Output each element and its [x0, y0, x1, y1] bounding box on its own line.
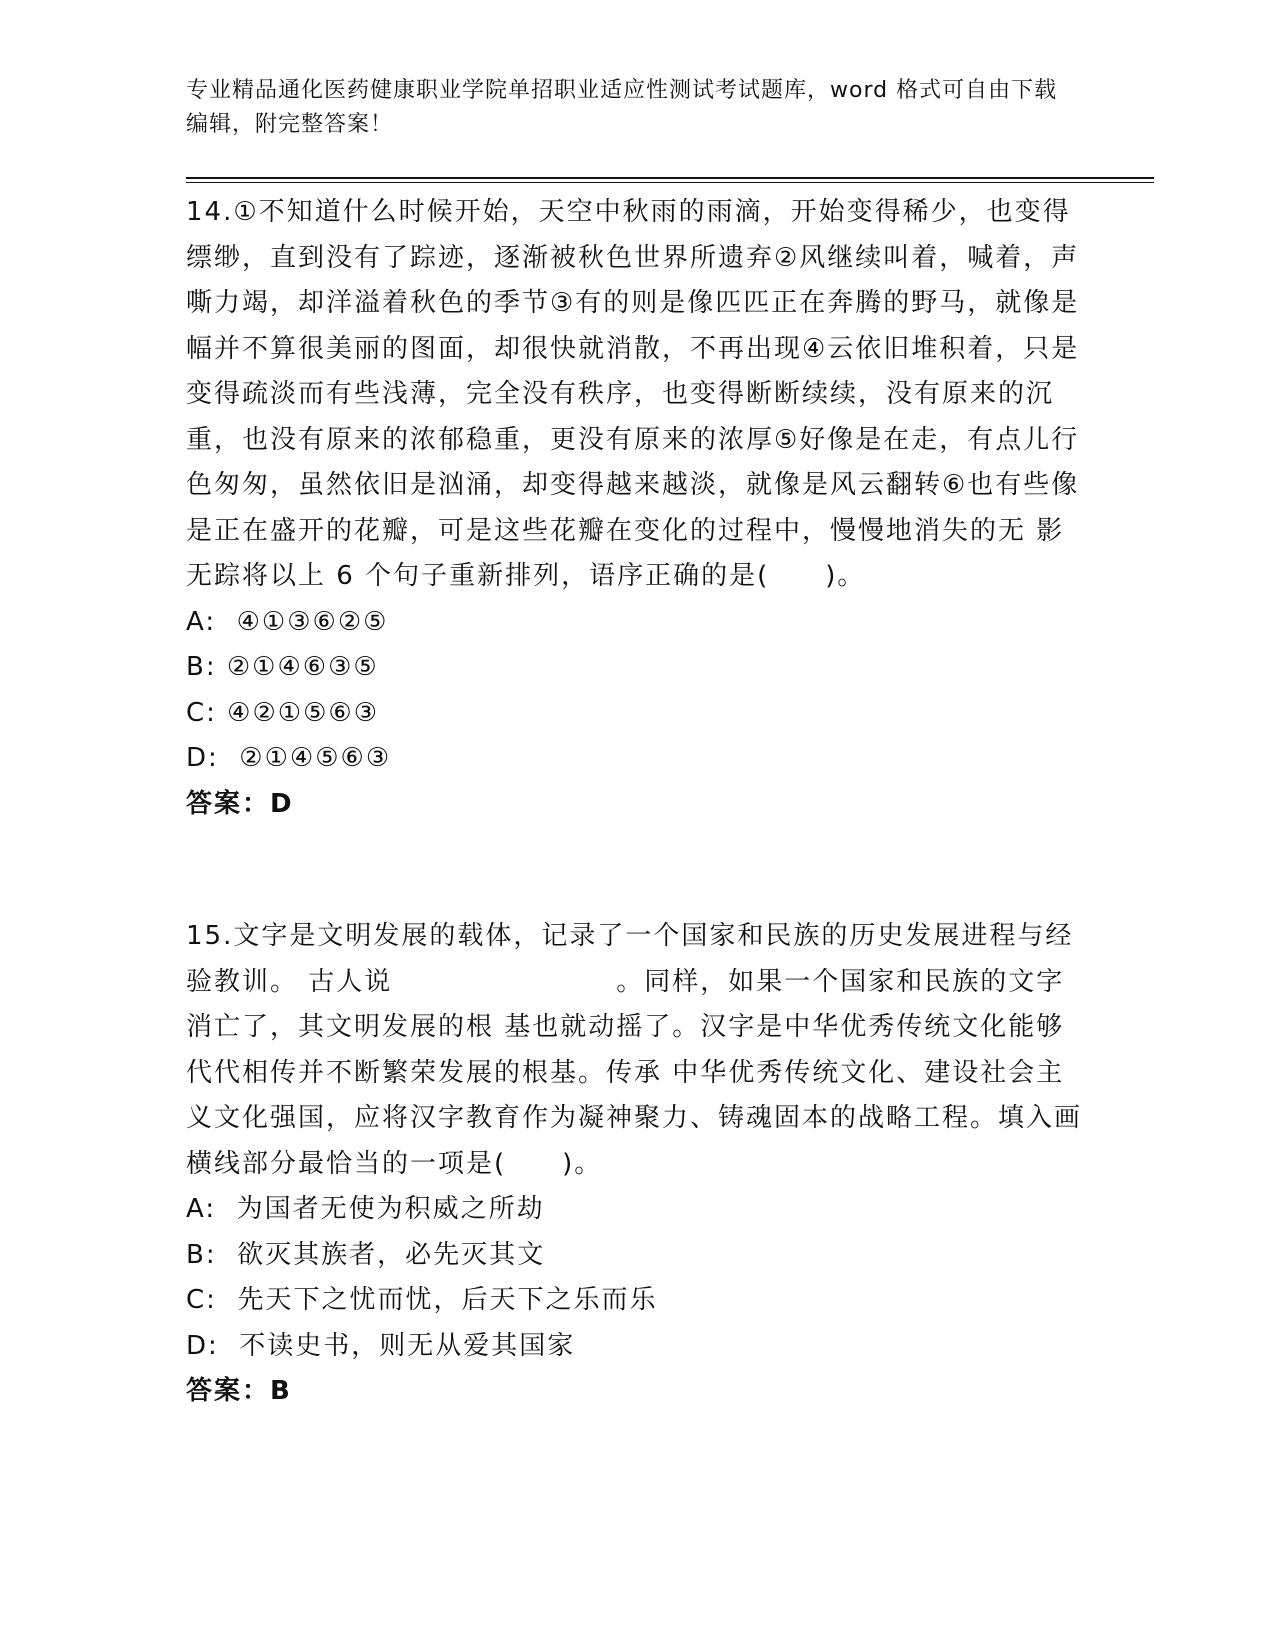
question-15 — [186, 914, 1086, 1415]
page-header: 专业精品通化医药健康职业学院单招职业适应性测试考试题库，word 格式可自由下载编辑，附完整答案！ — [186, 78, 1058, 137]
question-14 — [186, 190, 1086, 827]
option-d: D: ②①④⑤⑥③ — [186, 743, 392, 773]
question-stem: 14.①不知道什么时候开始，天空中秋雨的雨滴，开始变得稀少，也变得缥缈，直到没有了踪迹，逐渐被秋色世界所遗弃②风继续叫着，喊着，声嘶力竭，却洋溢着秋色的季节③有的则是像匹匹正在奔腾的野马，就像是幅并不算很美丽的图面，却很快就消散，不再出现④云依旧堆积着，只是变得疏淡而有些浅薄，完全没有秩序，也变得断断续续，没有原来的沉重，也没有原来的浓郁稳重，更没有原来的浓厚⑤好像是在走，有点儿行色匆匆，虽然依旧是汹涌，却变得越来越淡，就像是风云翻转⑥也有些像是正在盛开的花瓣，可是这些花瓣在变化的过程中，慢慢地消失的无 影无踪将以上 6 个句子重新排列，语序正确的是( )。 — [186, 197, 1080, 591]
answer: 答案：B — [186, 1376, 292, 1406]
option-c: C: 先天下之忧而忧，后天下之乐而乐 — [186, 1285, 658, 1315]
answer: 答案：D — [186, 788, 294, 819]
header-divider-thin — [186, 182, 1154, 183]
option-d: D: 不读史书，则无从爱其国家 — [186, 1330, 576, 1361]
option-b: B: 欲灭其族者，必先灭其文 — [186, 1239, 546, 1270]
question-stem: 15.文字是文明发展的载体，记录了一个国家和民族的历史发展进程与经验教训。 古人说 。同样，如果一个国家和民族的文字消亡了，其文明发展的根 基也就动摇了。汉字是中华优秀传统文化能够代代相传并不断繁荣发展的根基。传承 中华优秀传统文化、建设社会主义文化强国，应将汉字教育作为凝神聚力、铸魂固本的战略工程。填入画横线部分最恰当的一项是( )。 — [186, 921, 1083, 1179]
option-c: C: ④②①⑤⑥③ — [186, 697, 380, 728]
option-b: B: ②①④⑥③⑤ — [186, 652, 379, 682]
option-a: A: ④①③⑥②⑤ — [186, 606, 389, 637]
option-a: A: 为国者无使为积威之所劫 — [186, 1194, 545, 1224]
header-divider-thick — [186, 177, 1154, 179]
